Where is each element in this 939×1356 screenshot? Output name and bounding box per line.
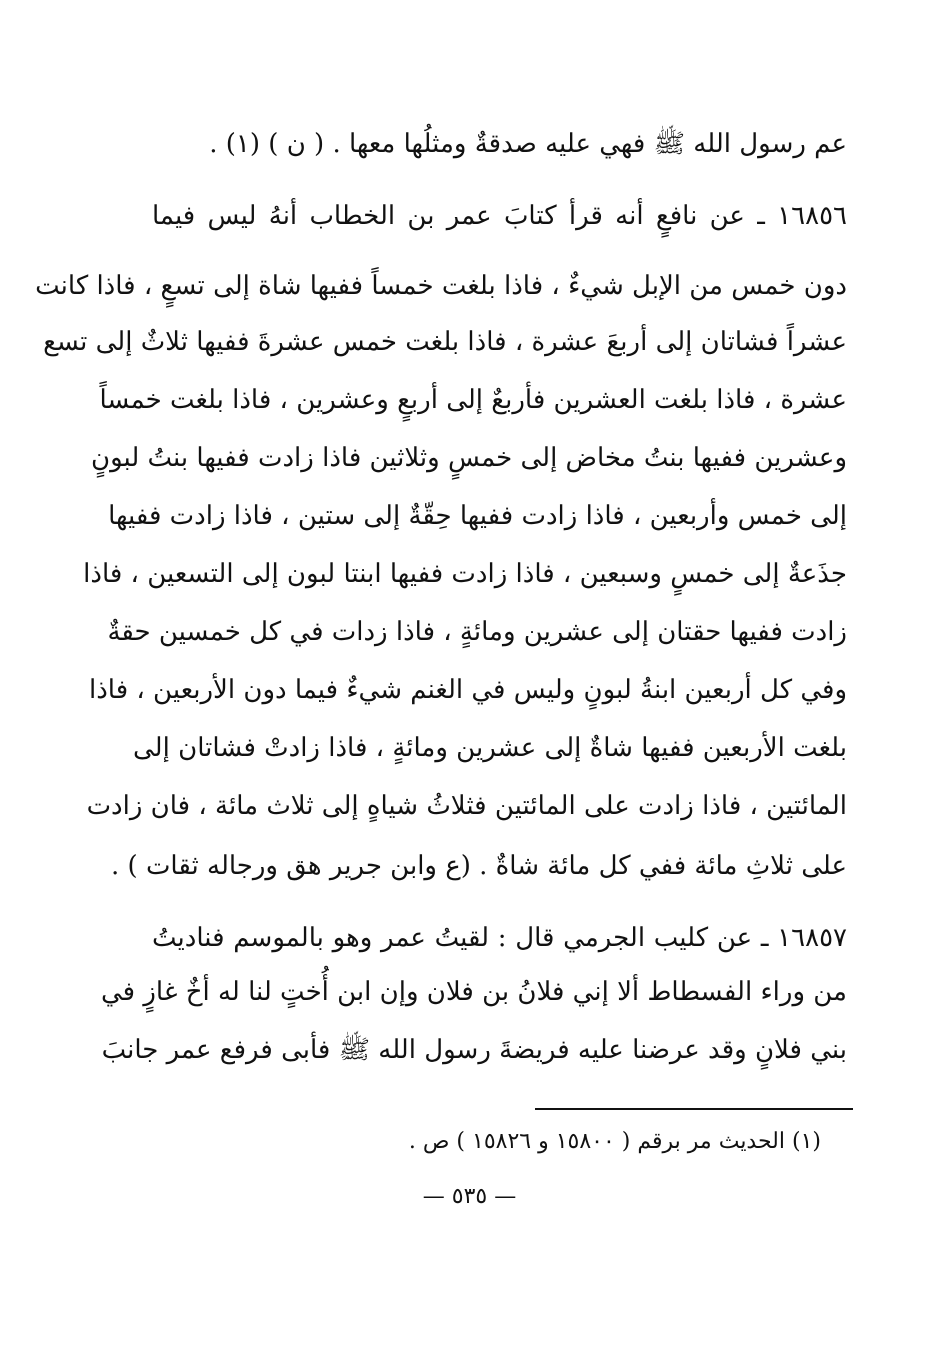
text-line: بني فلانٍ وقد عرضنا عليه فريضةَ رسول الله ﷺ فأبى فرفع عمر جانبَ <box>101 1035 847 1065</box>
text-line: وفي كل أربعين ابنةُ لبونٍ وليس في الغنم شيءٌ فيما دون الأربعين ، فاذا <box>88 675 847 705</box>
text-line: عشرة ، فاذا بلغت العشرين فأربعٌ إلى أربعٍ وعشرين ، فاذا بلغت خمساً <box>99 385 847 415</box>
text-line: عشراً فشاتان إلى أربعَ عشرة ، فاذا بلغت خمس عشرةَ ففيها ثلاثٌ إلى تسع <box>43 327 847 357</box>
text-line: عم رسول الله ﷺ فهي عليه صدقةٌ ومثلُها معها . ( ن ) (١) . <box>209 129 847 159</box>
page-number: — ٥٣٥ — <box>422 1184 517 1209</box>
text-line: إلى خمس وأربعين ، فاذا زادت ففيها حِقّةٌ إلى ستين ، فاذا زادت ففيها <box>108 501 847 531</box>
text-line: من وراء الفسطاط ألا إني فلانُ بن فلان وإن ابن أُختٍ لنا له أخٌ غازٍ في <box>100 977 847 1007</box>
text-line: المائتين ، فاذا زادت على المائتين فثلاثُ شياهٍ إلى ثلاث مائة ، فان زادت <box>86 791 847 821</box>
text-line: بلغت الأربعين ففيها شاةٌ إلى عشرين ومائةٍ ، فاذا زادتْ فشاتان إلى <box>133 733 847 763</box>
text-line: دون خمس من الإبل شيءٌ ، فاذا بلغت خمساً ففيها شاة إلى تسعٍ ، فاذا كانت <box>35 271 847 301</box>
text-line: على ثلاثِ مائة ففي كل مائة شاةٌ . (ع وابن جرير هق ورجاله ثقات ) . <box>111 851 847 881</box>
text-line: جذَعةٌ إلى خمسٍ وسبعين ، فاذا زادت ففيها ابنتا لبون إلى التسعين ، فاذا <box>83 559 847 589</box>
text-line: ١٦٨٥٧ ـ عن كليب الجرمي قال : لقيتُ عمر وهو بالموسم فناديتُ <box>152 923 847 953</box>
footnote: (١) الحديث مر برقم ( ١٥٨٠٠ و ١٥٨٢٦ ) ص . <box>408 1129 821 1154</box>
text-line: زادت ففيها حقتان إلى عشرين ومائةٍ ، فاذا زدات في كل خمسين حقةٌ <box>107 617 847 647</box>
text-line: ١٦٨٥٦ ـ عن نافعٍ أنه قرأ كتابَ عمر بن الخطاب أنهُ ليس فيما <box>152 201 847 231</box>
text-line: وعشرين ففيها بنتُ مخاض إلى خمسٍ وثلاثين فاذا زادت ففيها بنتُ لبونٍ <box>90 443 847 473</box>
footnote-divider <box>535 1108 853 1110</box>
